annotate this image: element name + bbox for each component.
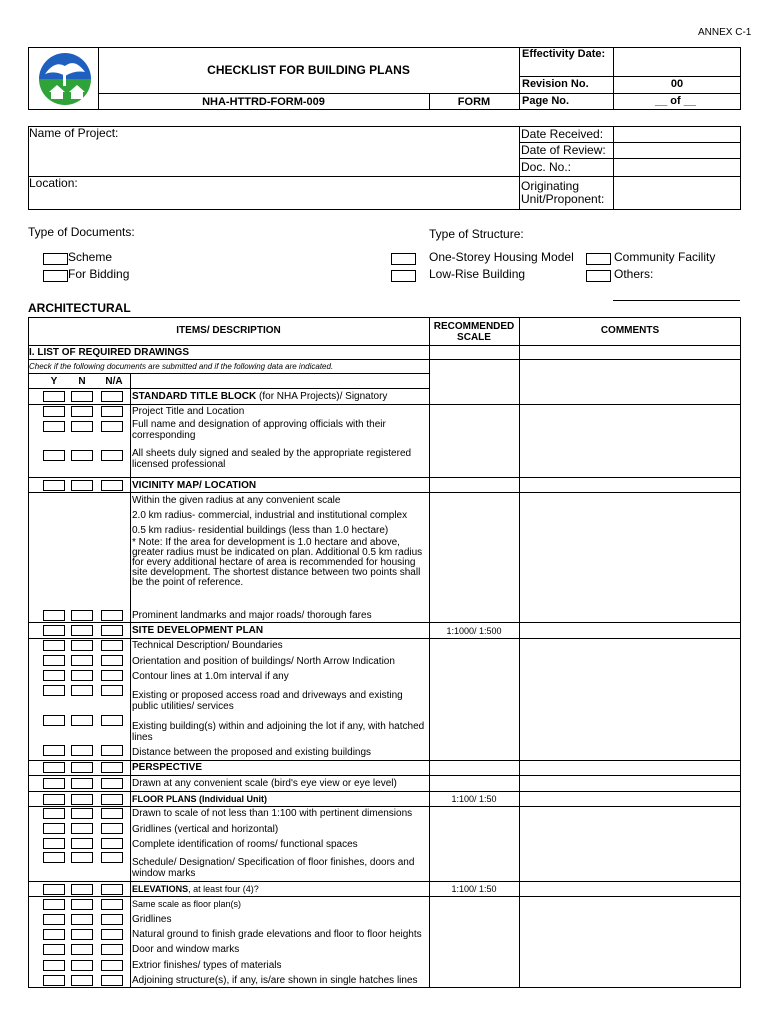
checkbox-na-row-15[interactable] bbox=[101, 778, 123, 789]
checkbox-na-row-12[interactable] bbox=[101, 715, 123, 726]
date-received-label: Date Received: bbox=[521, 127, 604, 141]
checkbox-na-row-5[interactable] bbox=[101, 480, 123, 491]
list-item: 0.5 km radius- residential buildings (less than 1.0 hectare) bbox=[132, 525, 389, 536]
checkbox-y-row-20[interactable] bbox=[43, 852, 65, 863]
site-heading: SITE DEVELOPMENT PLAN bbox=[132, 625, 264, 636]
for-bidding-checkbox[interactable] bbox=[43, 270, 68, 282]
checkbox-na-row-22[interactable] bbox=[101, 899, 123, 910]
checkbox-y-row-18[interactable] bbox=[43, 823, 65, 834]
checkbox-na-row-9[interactable] bbox=[101, 655, 123, 666]
list-item: Orientation and position of buildings/ North Arrow Indication bbox=[132, 656, 395, 667]
checkbox-n-row-3[interactable] bbox=[71, 421, 93, 432]
one-storey-checkbox[interactable] bbox=[391, 253, 416, 265]
checkbox-na-row-24[interactable] bbox=[101, 929, 123, 940]
elevations-scale: 1:100/ 1:50 bbox=[451, 884, 497, 894]
doc-no-label: Doc. No.: bbox=[521, 160, 572, 174]
checkbox-na-row-17[interactable] bbox=[101, 808, 123, 819]
perspective-heading: PERSPECTIVE bbox=[132, 762, 203, 773]
col-scale: RECOMMENDED SCALE bbox=[433, 321, 515, 343]
revision-label: Revision No. bbox=[522, 78, 589, 90]
list-item: Within the given radius at any convenient scale bbox=[132, 495, 341, 506]
checkbox-na-row-19[interactable] bbox=[101, 838, 123, 849]
list-item: Gridlines (vertical and horizontal) bbox=[132, 824, 279, 835]
checkbox-n-row-23[interactable] bbox=[71, 914, 93, 925]
checkbox-n-row-16[interactable] bbox=[71, 794, 93, 805]
originating-label: Originating Unit/Proponent: bbox=[521, 179, 605, 206]
documents-label: Type of Documents: bbox=[28, 225, 135, 239]
checkbox-na-row-20[interactable] bbox=[101, 852, 123, 863]
list-item: Complete identification of rooms/ functional spaces bbox=[132, 839, 358, 850]
checkbox-n-row-10[interactable] bbox=[71, 670, 93, 681]
checkbox-y-row-6[interactable] bbox=[43, 610, 65, 621]
checkbox-n-row-26[interactable] bbox=[71, 960, 93, 971]
checkbox-na-row-16[interactable] bbox=[101, 794, 123, 805]
checkbox-y-row-1[interactable] bbox=[43, 391, 65, 402]
floor-heading: FLOOR PLANS (Individual Unit) bbox=[132, 794, 267, 804]
checkbox-n-row-7[interactable] bbox=[71, 625, 93, 636]
checkbox-n-row-14[interactable] bbox=[71, 762, 93, 773]
checkbox-na-row-18[interactable] bbox=[101, 823, 123, 834]
title-block-heading: STANDARD TITLE BLOCK (for NHA Projects)/ Signatory bbox=[132, 391, 388, 402]
page-value: __ of __ bbox=[655, 95, 696, 107]
annex-label: ANNEX C-1 bbox=[698, 27, 752, 38]
others-checkbox[interactable] bbox=[586, 270, 611, 282]
vicinity-note: * Note: If the area for development is 1.0 hectare and above, greater radius must be indicated on plan. Additional 0.5 km radius for every additional hectare of area is recommended for housing site development. The shortest distance between two points shall be the point of reference. bbox=[132, 537, 423, 588]
checkbox-n-row-24[interactable] bbox=[71, 929, 93, 940]
checkbox-y-row-10[interactable] bbox=[43, 670, 65, 681]
floor-scale: 1:100/ 1:50 bbox=[451, 794, 497, 804]
checkbox-y-row-23[interactable] bbox=[43, 914, 65, 925]
list-item: All sheets duly signed and sealed by the appropriate registered licensed professional bbox=[132, 448, 412, 470]
checkbox-y-row-12[interactable] bbox=[43, 715, 65, 726]
form-code: NHA-HTTRD-FORM-009 bbox=[202, 96, 325, 108]
checkbox-n-row-5[interactable] bbox=[71, 480, 93, 491]
checkbox-y-row-4[interactable] bbox=[43, 450, 65, 461]
list-item: Technical Description/ Boundaries bbox=[132, 640, 283, 651]
list-item: Full name and designation of approving officials with their corresponding bbox=[132, 419, 386, 441]
checkbox-na-row-10[interactable] bbox=[101, 670, 123, 681]
list-item: Contour lines at 1.0m interval if any bbox=[132, 671, 289, 682]
project-name-label: Name of Project: bbox=[29, 126, 119, 140]
checkbox-na-row-4[interactable] bbox=[101, 450, 123, 461]
checkbox-y-row-5[interactable] bbox=[43, 480, 65, 491]
others-label: Others: bbox=[614, 267, 654, 281]
col-comments: COMMENTS bbox=[600, 325, 660, 336]
list-item: Prominent landmarks and major roads/ thorough fares bbox=[132, 610, 372, 621]
effectivity-date-label: Effectivity Date: bbox=[522, 48, 606, 60]
low-rise-label: Low-Rise Building bbox=[429, 267, 526, 281]
list-item: Distance between the proposed and existing buildings bbox=[132, 747, 372, 758]
nha-logo-icon bbox=[35, 52, 97, 106]
checkbox-y-row-17[interactable] bbox=[43, 808, 65, 819]
list-item: Drawn at any convenient scale (bird's eye view or eye level) bbox=[132, 778, 397, 789]
checkbox-na-row-25[interactable] bbox=[101, 944, 123, 955]
structure-label: Type of Structure: bbox=[429, 227, 524, 241]
checkbox-na-row-8[interactable] bbox=[101, 640, 123, 651]
list-item: Door and window marks bbox=[132, 944, 240, 955]
checkbox-na-row-13[interactable] bbox=[101, 745, 123, 756]
community-facility-label: Community Facility bbox=[614, 250, 716, 264]
list-item: Same scale as floor plan(s) bbox=[132, 899, 242, 909]
section-title: ARCHITECTURAL bbox=[28, 301, 131, 315]
col-items: ITEMS/ DESCRIPTION bbox=[176, 325, 281, 336]
page-label: Page No. bbox=[522, 95, 570, 107]
list-heading: I. LIST OF REQUIRED DRAWINGS bbox=[29, 347, 190, 358]
date-review-label: Date of Review: bbox=[521, 143, 606, 157]
checkbox-na-row-2[interactable] bbox=[101, 406, 123, 417]
list-item: Schedule/ Designation/ Specification of floor finishes, doors and window marks bbox=[132, 857, 415, 879]
checkbox-na-row-23[interactable] bbox=[101, 914, 123, 925]
checkbox-y-row-8[interactable] bbox=[43, 640, 65, 651]
checkbox-n-row-13[interactable] bbox=[71, 745, 93, 756]
checkbox-n-row-17[interactable] bbox=[71, 808, 93, 819]
checkbox-y-row-22[interactable] bbox=[43, 899, 65, 910]
checkbox-n-row-25[interactable] bbox=[71, 944, 93, 955]
for-bidding-label: For Bidding bbox=[68, 267, 130, 281]
checkbox-n-row-19[interactable] bbox=[71, 838, 93, 849]
checkbox-y-row-7[interactable] bbox=[43, 625, 65, 636]
checkbox-n-row-22[interactable] bbox=[71, 899, 93, 910]
checkbox-n-row-27[interactable] bbox=[71, 975, 93, 986]
col-n: N bbox=[78, 376, 86, 387]
checkbox-n-row-15[interactable] bbox=[71, 778, 93, 789]
checkbox-n-row-8[interactable] bbox=[71, 640, 93, 651]
checkbox-na-row-3[interactable] bbox=[101, 421, 123, 432]
list-item: Extrior finishes/ types of materials bbox=[132, 960, 282, 971]
checkbox-na-row-7[interactable] bbox=[101, 625, 123, 636]
checkbox-na-row-11[interactable] bbox=[101, 685, 123, 696]
list-item: Gridlines bbox=[132, 914, 172, 925]
revision-value: 00 bbox=[670, 78, 684, 90]
checkbox-n-row-18[interactable] bbox=[71, 823, 93, 834]
low-rise-checkbox[interactable] bbox=[391, 270, 416, 282]
checkbox-y-row-14[interactable] bbox=[43, 762, 65, 773]
form-label: FORM bbox=[457, 96, 491, 108]
scheme-label: Scheme bbox=[68, 250, 113, 264]
site-scale: 1:1000/ 1:500 bbox=[446, 626, 502, 636]
checkbox-y-row-13[interactable] bbox=[43, 745, 65, 756]
form-title: CHECKLIST FOR BUILDING PLANS bbox=[207, 63, 410, 77]
list-item: 2.0 km radius- commercial, industrial and institutional complex bbox=[132, 510, 408, 521]
instruction-text: Check if the following documents are submitted and if the following data are indicated. bbox=[29, 362, 334, 371]
checkbox-y-row-19[interactable] bbox=[43, 838, 65, 849]
checkbox-y-row-24[interactable] bbox=[43, 929, 65, 940]
checkbox-y-row-16[interactable] bbox=[43, 794, 65, 805]
checkbox-n-row-1[interactable] bbox=[71, 391, 93, 402]
checkbox-y-row-27[interactable] bbox=[43, 975, 65, 986]
checkbox-n-row-21[interactable] bbox=[71, 884, 93, 895]
checkbox-n-row-6[interactable] bbox=[71, 610, 93, 621]
list-item: Existing building(s) within and adjoining the lot if any, with hatched lines bbox=[132, 721, 425, 743]
checkbox-n-row-12[interactable] bbox=[71, 715, 93, 726]
checkbox-y-row-21[interactable] bbox=[43, 884, 65, 895]
checkbox-na-row-1[interactable] bbox=[101, 391, 123, 402]
list-item: Existing or proposed access road and driveways and existing public utilities/ services bbox=[132, 690, 403, 712]
col-na: N/A bbox=[105, 376, 123, 387]
checkbox-y-row-11[interactable] bbox=[43, 685, 65, 696]
checkbox-na-row-14[interactable] bbox=[101, 762, 123, 773]
scheme-checkbox[interactable] bbox=[43, 253, 68, 265]
checkbox-n-row-11[interactable] bbox=[71, 685, 93, 696]
checkbox-y-row-3[interactable] bbox=[43, 421, 65, 432]
checkbox-n-row-4[interactable] bbox=[71, 450, 93, 461]
others-blank-line bbox=[613, 300, 740, 301]
checkbox-na-row-27[interactable] bbox=[101, 975, 123, 986]
checkbox-y-row-2[interactable] bbox=[43, 406, 65, 417]
list-item: Natural ground to finish grade elevations and floor to floor heights bbox=[132, 929, 422, 940]
checkbox-n-row-20[interactable] bbox=[71, 852, 93, 863]
list-item: Drawn to scale of not less than 1:100 with pertinent dimensions bbox=[132, 808, 413, 819]
checkbox-y-row-25[interactable] bbox=[43, 944, 65, 955]
location-label: Location: bbox=[29, 176, 78, 190]
checkbox-n-row-9[interactable] bbox=[71, 655, 93, 666]
list-item: Project Title and Location bbox=[132, 406, 245, 417]
checkbox-n-row-2[interactable] bbox=[71, 406, 93, 417]
checkbox-y-row-15[interactable] bbox=[43, 778, 65, 789]
col-y: Y bbox=[50, 376, 58, 387]
checkbox-na-row-21[interactable] bbox=[101, 884, 123, 895]
checkbox-y-row-9[interactable] bbox=[43, 655, 65, 666]
vicinity-heading: VICINITY MAP/ LOCATION bbox=[132, 480, 257, 491]
checkbox-y-row-26[interactable] bbox=[43, 960, 65, 971]
elevations-heading: ELEVATIONS, at least four (4)? bbox=[132, 884, 259, 894]
community-facility-checkbox[interactable] bbox=[586, 253, 611, 265]
checkbox-na-row-26[interactable] bbox=[101, 960, 123, 971]
checkbox-na-row-6[interactable] bbox=[101, 610, 123, 621]
one-storey-label: One-Storey Housing Model bbox=[429, 250, 574, 264]
list-item: Adjoining structure(s), if any, is/are shown in single hatches lines bbox=[132, 975, 418, 986]
